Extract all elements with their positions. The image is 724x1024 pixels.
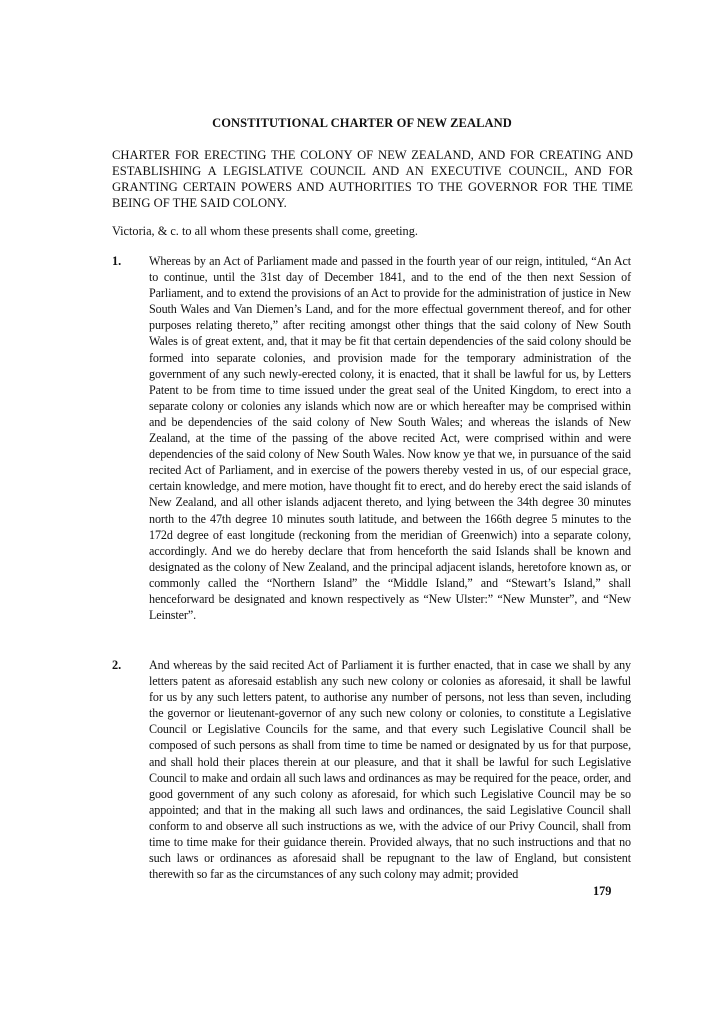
page-number: 179 [593,884,612,898]
paragraph-number: 2. [112,658,122,672]
document-title: CONSTITUTIONAL CHARTER OF NEW ZEALAND [212,116,512,130]
paragraph-number: 1. [112,254,122,268]
paragraph-text: Whereas by an Act of Parliament made and passed in the fourth year of our reign, intituled, “An Act to continue, until the 31st day of December 1841, and to the end of the then next Session of Parliament, and to extend the provisions of an Act to provide for the administration of justice in New South Wales and Van Diemen’s Land, and for the more effectual government thereof, and for other purposes relating thereto,” after reciting amongst other things that the said colony of New South Wales is of great extent, and, that it may be fit that certain dependencies of the said colony should be formed into separate colonies, and provision made for the temporary administration of the government of any such newly-erected colony, it is enacted, that it shall be lawful for us, by Letters Patent to be from time to time issued under the great seal of the United Kingdom, to erect into a separate colony or colonies any islands which now are or which hereafter may be comprised within and be dependencies of the said colony of New South Wales; and whereas the islands of New Zealand, at the time of the passing of the above recited Act, were comprised within and were dependencies of the said colony of New South Wales. Now know ye that we, in pursuance of the said recited Act of Parliament, and in exercise of the powers thereby vested in us, of our especial grace, certain knowledge, and mere motion, have thought fit to erect, and do hereby erect the said islands of New Zealand, and all other islands adjacent thereto, and lying between the 34th degree 30 minutes north to the 47th degree 10 minutes south latitude, and between the 166th degree 5 minutes to the 172d degree of east longitude (reckoning from the meridian of Greenwich) into a separate colony, accordingly. And we do hereby declare that from henceforth the said Islands shall be known and designated as the colony of New Zealand, and the principal adjacent islands, heretofore known as, or commonly called the “Northern Island” the “Middle Island,” and “Stewart’s Island,” shall henceforward be designated and known respectively as “New Ulster:” “New Munster”, and “New Leinster”. [149,254,631,623]
greeting-line: Victoria, & c. to all whom these presents shall come, greeting. [112,224,418,238]
charter-heading: CHARTER FOR ERECTING THE COLONY OF NEW ZEALAND, AND FOR CREATING AND ESTABLISHING A LEGISLATIVE COUNCIL AND AN EXECUTIVE COUNCIL, AND FOR GRANTING CERTAIN POWERS AND AUTHORITIES TO THE GOVERNOR FOR THE TIME BEING OF THE SAID COLONY. [112,148,633,210]
paragraph-text: And whereas by the said recited Act of Parliament it is further enacted, that in case we shall by any letters patent as aforesaid establish any such new colony or colonies as aforesaid, it shall be lawful for us by any such letters patent, to authorise any number of persons, not less than seven, including the governor or lieutenant-governor of any such new colony or colonies, to constitute a Legislative Council or Legislative Councils for the same, and that every such Legislative Council shall be composed of such persons as shall from time to time be named or designated by us for that purpose, and shall hold their places therein at our pleasure, and that it shall be lawful for such Legislative Council to make and ordain all such laws and ordinances as may be required for the peace, order, and good government of any such colony as aforesaid, for which such Legislative Council may be so appointed; and that in the making all such laws and ordinances, the said Legislative Council shall conform to and observe all such instructions as we, with the advice of our Privy Council, shall from time to time make for their guidance therein. Provided always, that no such instructions and that no such laws or ordinances as aforesaid shall be repugnant to the law of England, but consistent therewith so far as the circumstances of any such colony may admit; provided [149,658,631,882]
